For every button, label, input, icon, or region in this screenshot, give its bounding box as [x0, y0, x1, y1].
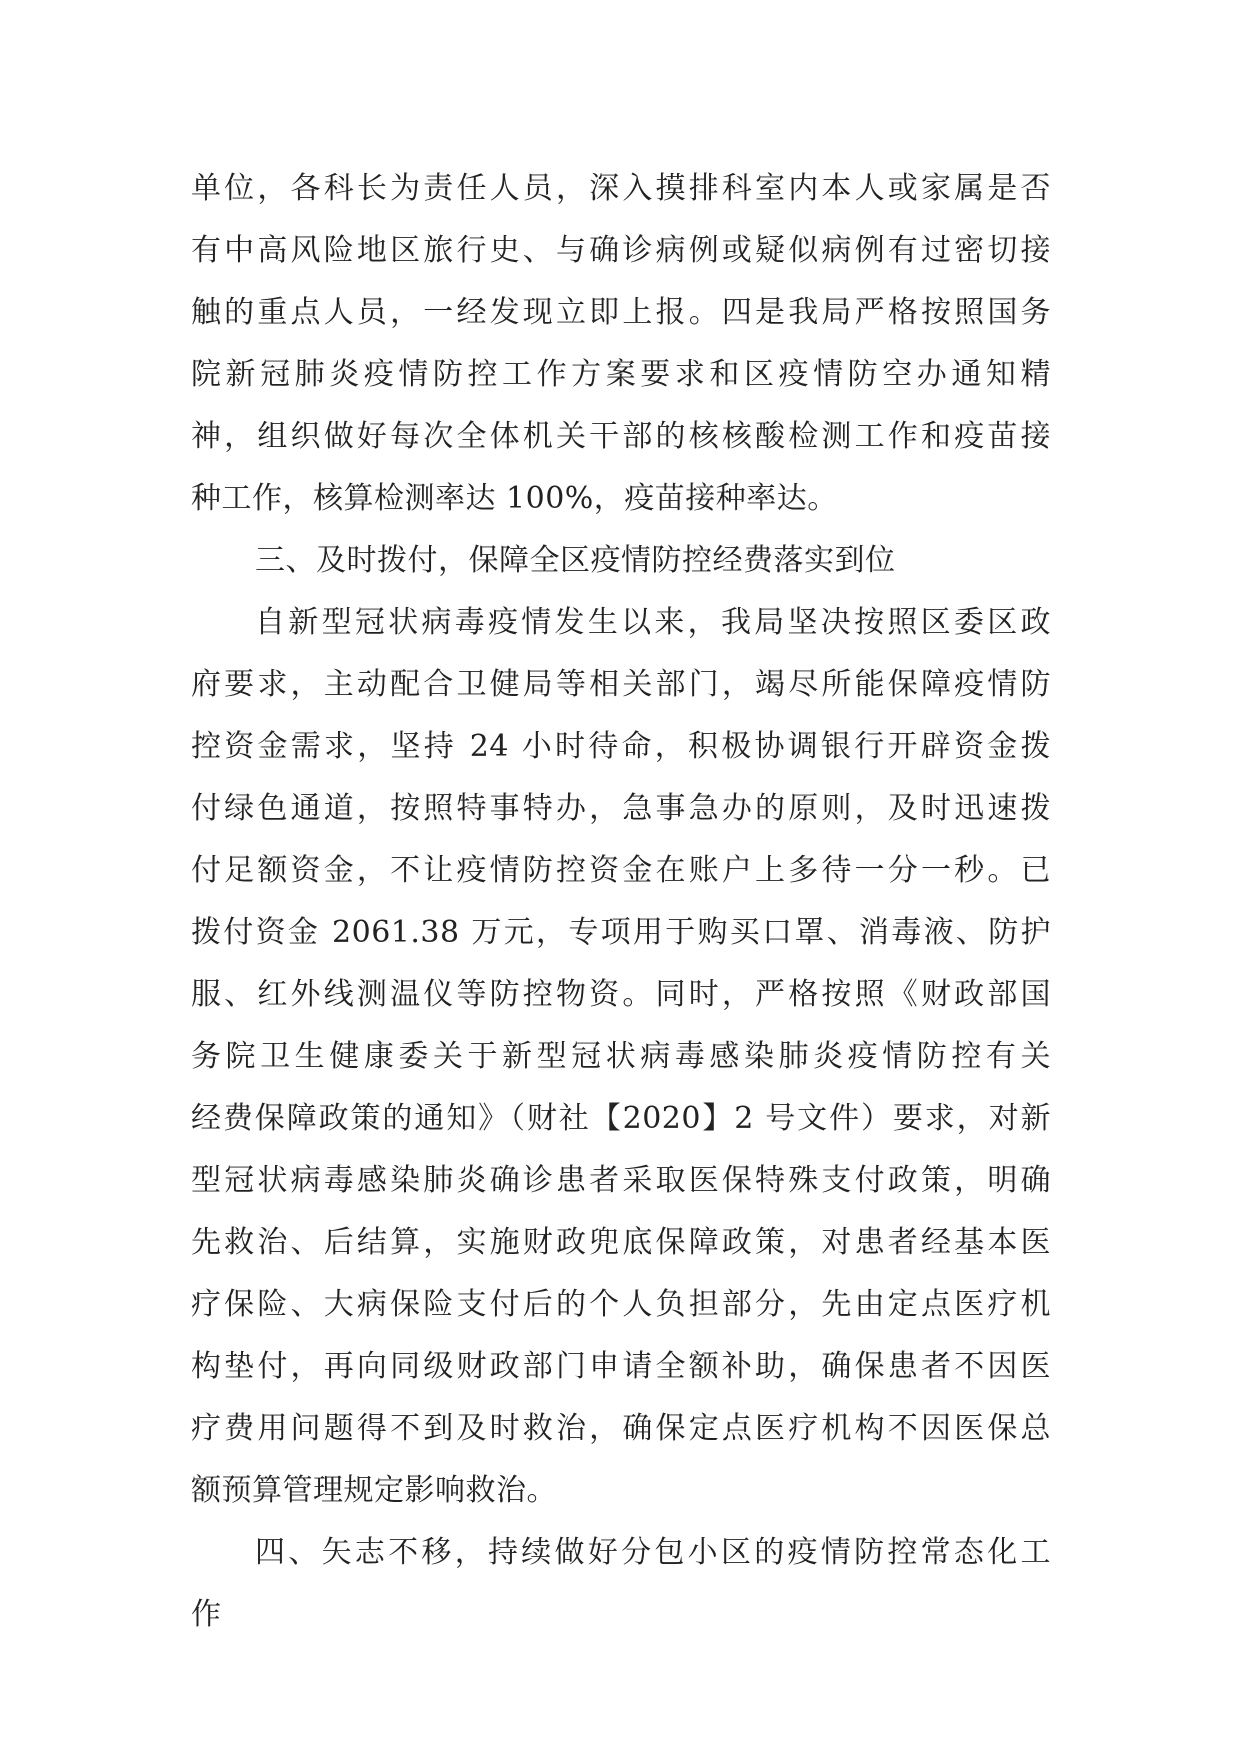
text-line: 型冠状病毒感染肺炎确诊患者采取医保特殊支付政策，明确	[191, 1163, 1051, 1198]
section-heading: 三、及时拨付，保障全区疫情防控经费落实到位	[255, 543, 896, 578]
text-line: 经费保障政策的通知》（财社【2020】2 号文件）要求，对新	[191, 1101, 1051, 1136]
text-line: 务院卫生健康委关于新型冠状病毒感染肺炎疫情防控有关	[191, 1039, 1051, 1074]
text-line: 拨付资金 2061.38 万元，专项用于购买口罩、消毒液、防护	[191, 915, 1051, 950]
text-line: 种工作，核算检测率达 100%，疫苗接种率达。	[191, 481, 838, 516]
text-line: 疗费用问题得不到及时救治，确保定点医疗机构不因医保总	[191, 1411, 1051, 1446]
text-line: 府要求，主动配合卫健局等相关部门，竭尽所能保障疫情防	[191, 667, 1051, 702]
text-line: 付足额资金，不让疫情防控资金在账户上多待一分一秒。已	[191, 853, 1051, 888]
text-line: 服、红外线测温仪等防控物资。同时，严格按照《财政部国	[191, 977, 1051, 1012]
text-line: 神，组织做好每次全体机关干部的核核酸检测工作和疫苗接	[191, 419, 1051, 454]
text-line: 院新冠肺炎疫情防控工作方案要求和区疫情防空办通知精	[191, 357, 1051, 392]
text-line: 额预算管理规定影响救治。	[191, 1473, 557, 1508]
text-line: 付绿色通道，按照特事特办，急事急办的原则，及时迅速拨	[191, 791, 1051, 826]
text-line: 疗保险、大病保险支付后的个人负担部分，先由定点医疗机	[191, 1287, 1051, 1322]
section-heading-continuation: 作	[191, 1597, 222, 1632]
text-line: 触的重点人员，一经发现立即上报。四是我局严格按照国务	[191, 295, 1051, 330]
paragraph-first-line: 自新型冠状病毒疫情发生以来，我局坚决按照区委区政	[255, 605, 1051, 640]
section-heading: 四、矢志不移，持续做好分包小区的疫情防控常态化工	[255, 1535, 1051, 1570]
text-line: 有中高风险地区旅行史、与确诊病例或疑似病例有过密切接	[191, 233, 1051, 268]
text-line: 构垫付，再向同级财政部门申请全额补助，确保患者不因医	[191, 1349, 1051, 1384]
text-line: 单位，各科长为责任人员，深入摸排科室内本人或家属是否	[191, 171, 1051, 206]
text-line: 先救治、后结算，实施财政兜底保障政策，对患者经基本医	[191, 1225, 1051, 1260]
text-line: 控资金需求，坚持 24 小时待命，积极协调银行开辟资金拨	[191, 729, 1051, 764]
document-body	[191, 158, 1051, 1646]
